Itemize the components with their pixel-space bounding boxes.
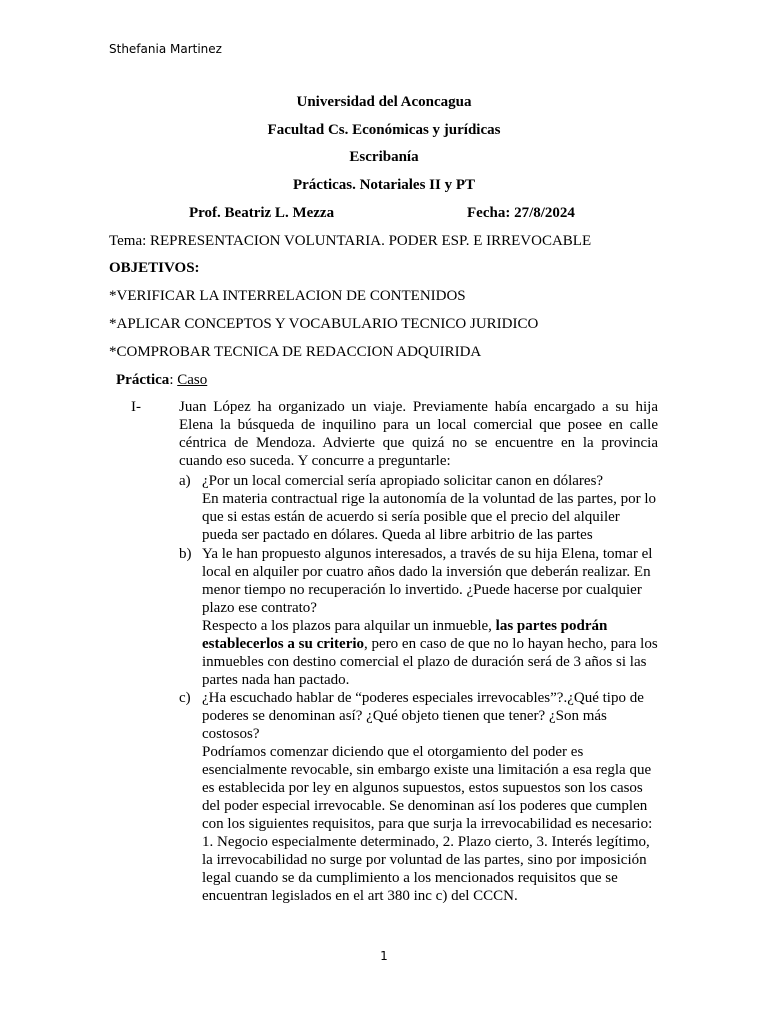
department-name: Escribanía [349, 149, 419, 165]
question-b-text: Ya le han propuesto algunos interesados, a través de su hija Elena, tomar el local en alquiler por cuatro años dado la inversión que deberán realizar. En menor tiempo no recuperación lo invertido. ¿Puede hacerse por cualquier plazo ese contrato? [202, 546, 653, 616]
answer-b-after: , pero en caso de que no lo hayan hecho, para los inmuebles con destino comercial el plazo de duración será de 3 años si las partes nada han pactado. [202, 636, 658, 688]
objective-item: *COMPROBAR TECNICA DE REDACCION ADQUIRIDA [109, 344, 482, 360]
document-date: Fecha: 27/8/2024 [467, 205, 575, 221]
question-a-text: ¿Por un local comercial sería apropiado solicitar canon en dólares? [202, 473, 604, 489]
answer-c-text: Podríamos comenzar diciendo que el otorgamiento del poder es esencialmente revocable, sin embargo existe una limitación a esa regla que es establecida por ley en algunos supuestos, estos supuestos son los casos del poder especial irrevocable. Se denominan así los poderes que cumplen con los siguientes requisitos, para que surja la irrevocabilidad es necesario: 1. Negocio especialmente determinado, 2. Plazo cierto, 3. Interés legítimo, la irrevocabilidad no surge por voluntad de las partes, sino por imposición legal cuando se da cumplimiento a los mencionados requisitos que se encuentran legislados en el art 380 inc c) del CCCN. [202, 744, 653, 904]
objective-item: *APLICAR CONCEPTOS Y VOCABULARIO TECNICO JURIDICO [109, 316, 539, 332]
question-c-text: ¿Ha escuchado hablar de “poderes especiales irrevocables”?.¿Qué tipo de poderes se denominan así? ¿Qué objeto tienen que tener? ¿Son más costosos? [202, 690, 644, 742]
question-b-block [202, 545, 658, 689]
answer-b-before: Respecto a los plazos para alquilar un inmueble, [202, 618, 496, 634]
question-a-block [202, 472, 658, 544]
practice-value: Caso [177, 372, 208, 388]
objectives-heading: OBJETIVOS: [109, 260, 200, 276]
page-number: 1 [380, 949, 388, 963]
header-author-name: Sthefania Martinez [109, 42, 222, 56]
faculty-name: Facultad Cs. Económicas y jurídicas [267, 122, 501, 138]
practice-colon: : [169, 372, 178, 388]
practice-label: Práctica [116, 372, 170, 388]
professor-name: Prof. Beatriz L. Mezza [189, 205, 335, 221]
case-number: I- [131, 399, 141, 415]
course-name: Prácticas. Notariales II y PT [292, 177, 476, 193]
question-letter-c: c) [179, 690, 191, 706]
university-name: Universidad del Aconcagua [296, 94, 472, 110]
answer-a-text: En materia contractual rige la autonomía de la voluntad de las partes, por lo que si estas están de acuerdo si sería posible que el precio del alquiler pueda ser pactado en dólares. Queda al libre arbitrio de las partes [202, 491, 656, 543]
question-c-block [202, 689, 658, 905]
question-letter-a: a) [179, 473, 191, 489]
objective-item: *VERIFICAR LA INTERRELACION DE CONTENIDOS [109, 288, 466, 304]
answer-b-text [202, 617, 658, 689]
case-intro: Juan López ha organizado un viaje. Previamente había encargado a su hija Elena la búsqueda de inquilino para un local comercial que posee en calle céntrica de Mendoza. Advierte que quizá no se encuentre en la provincia cuando eso suceda. Y concurre a preguntarle: [179, 399, 658, 469]
practice-line [116, 371, 207, 389]
topic-line: Tema: REPRESENTACION VOLUNTARIA. PODER ESP. E IRREVOCABLE [109, 233, 592, 249]
question-letter-b: b) [179, 546, 192, 562]
answer-b-emphasis: las partes podrán establecerlos a su criterio [202, 618, 608, 652]
